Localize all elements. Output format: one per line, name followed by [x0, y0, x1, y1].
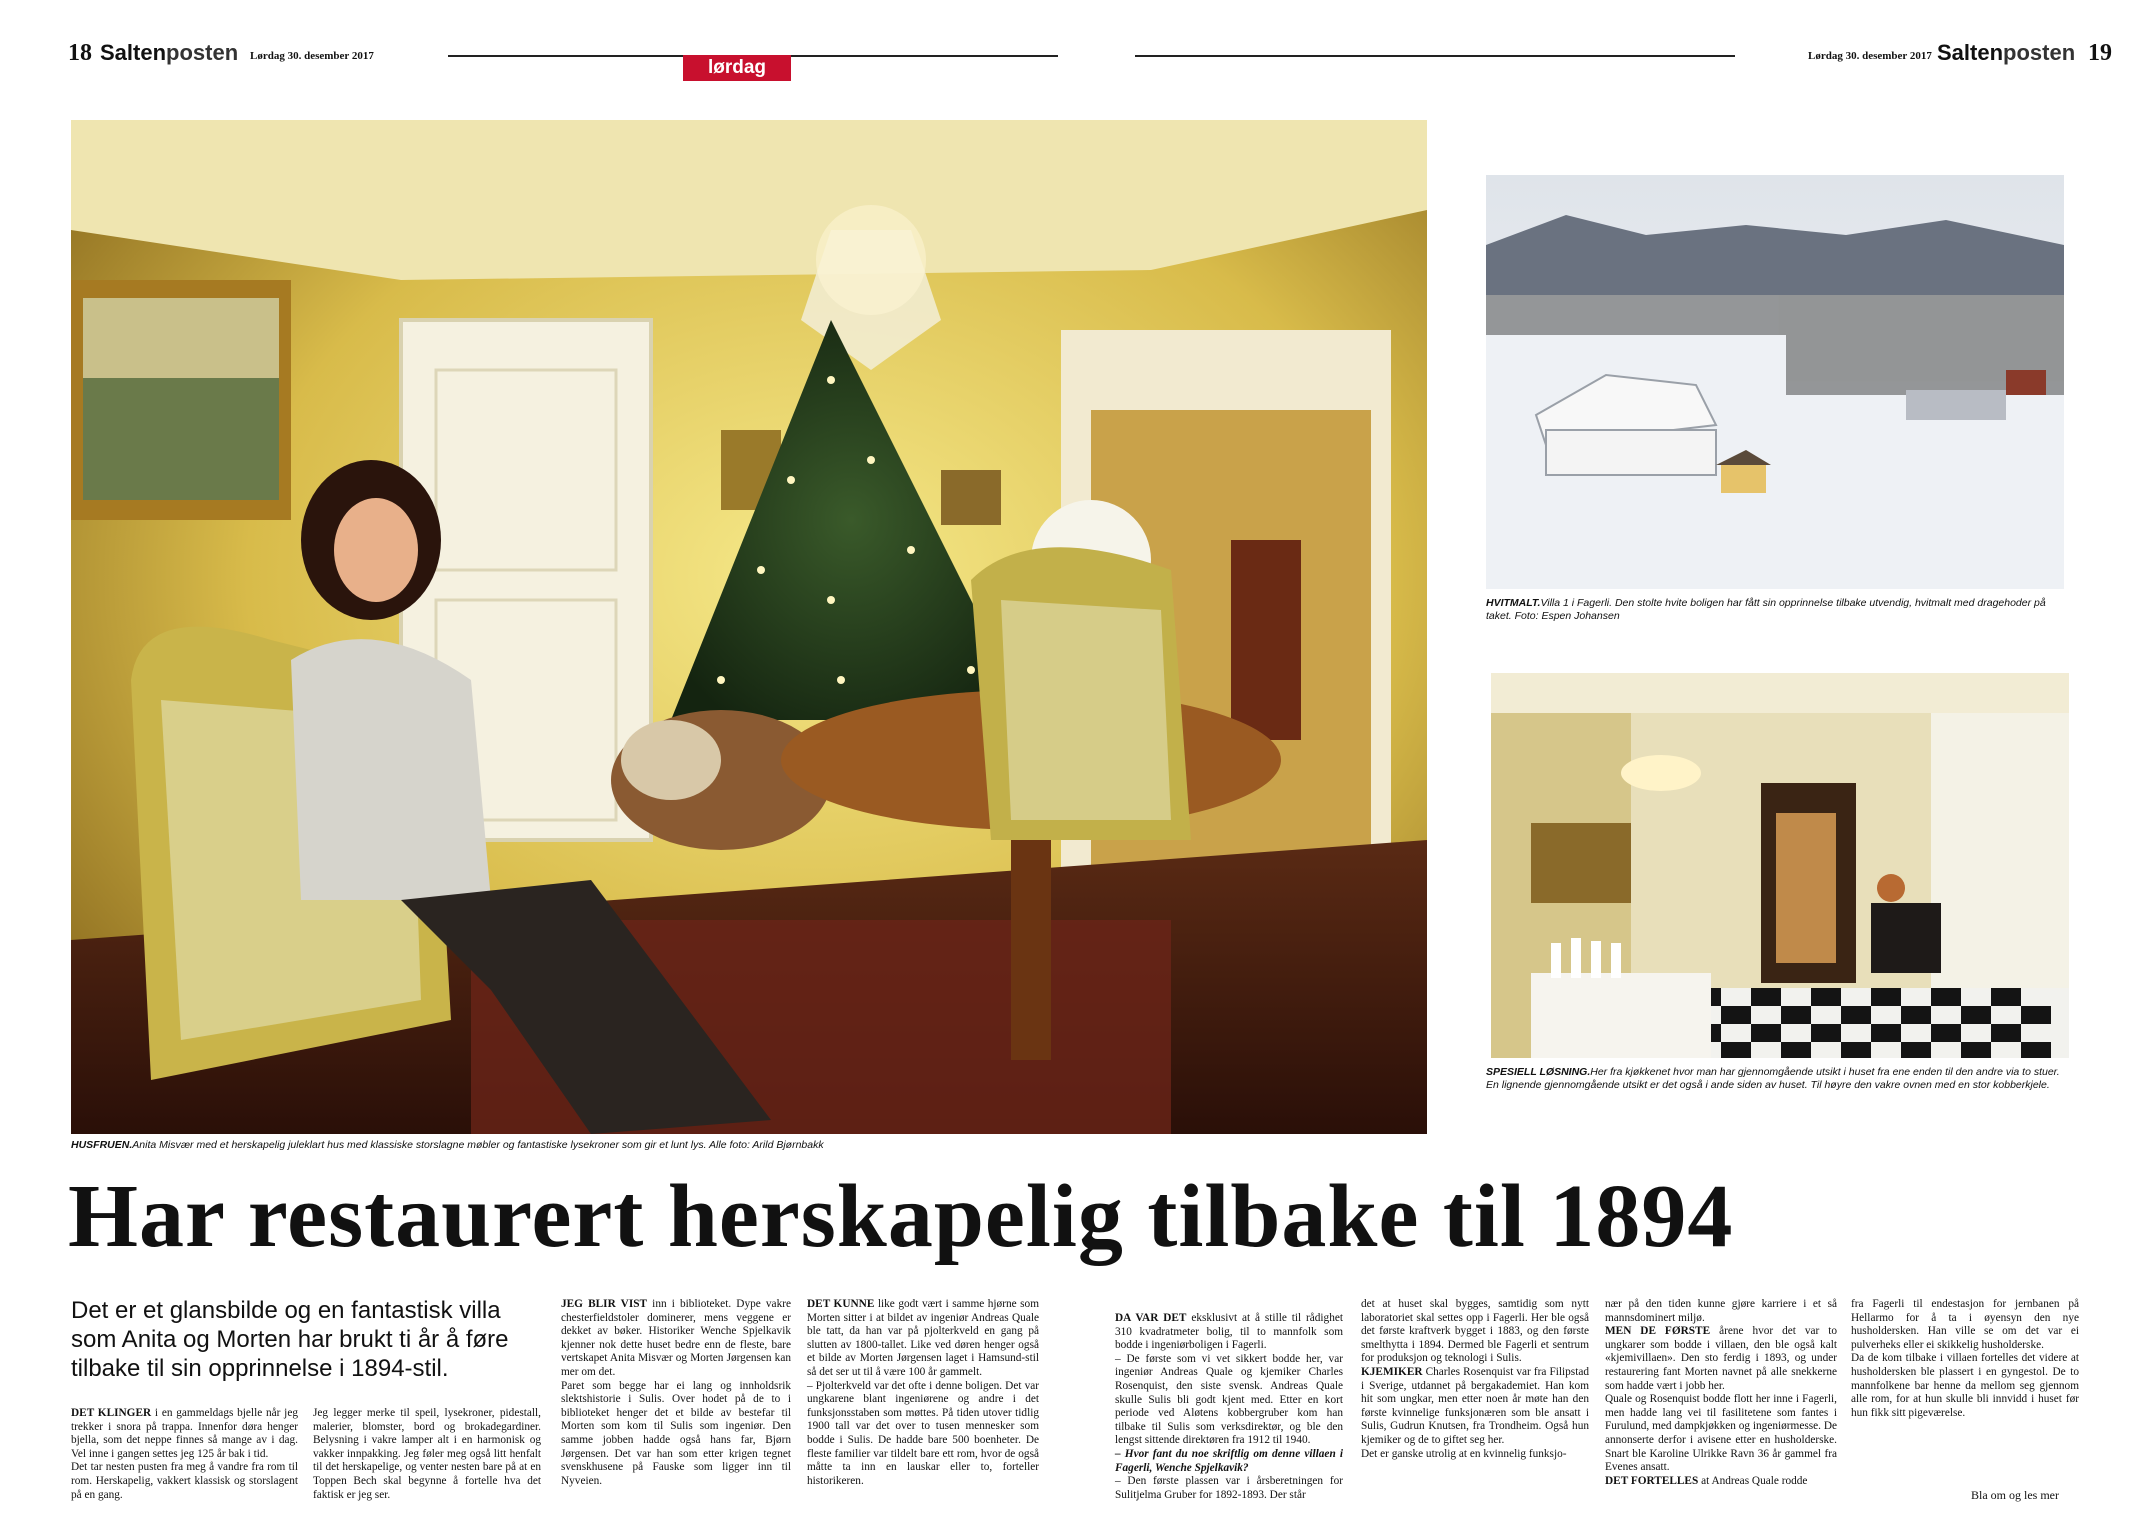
paragraph: DET KLINGER i en gammeldags bjelle når jeg trekker i snora på trappa. Innenfor døra henger bjella, som det neppe finnes så mange av i dag. Vel inne i gangen settes jeg 125 år bak i tid. — [71, 1407, 298, 1460]
caption-lead: SPESIELL LØSNING. — [1486, 1066, 1591, 1078]
exterior-photo-caption — [1486, 597, 2066, 623]
paragraph: nær på den tiden kunne gjøre karriere i et så mannsdominert miljø. — [1605, 1298, 1837, 1324]
right-page-number: 19 — [2088, 40, 2112, 66]
body-column-8 — [1851, 1298, 2079, 1420]
brand-part2: posten — [166, 40, 239, 65]
brand-part1: Salten — [1937, 40, 2004, 65]
paragraph: Da de kom tilbake i villaen fortelles det videre at husholdersken ble plassert i en gyngestol. De to mannfolkene bar henne da mellom seg gjennom alle rom, for at hun skulle bli innvidd i huset før hun fikk sitt pigeværelse. — [1851, 1352, 2079, 1419]
brand-part1: Salten — [100, 40, 167, 65]
caption-text: Villa 1 i Fagerli. Den stolte hvite boligen har fått sin opprinnelse tilbake utvendig, hvitmalt med dragehoder på taket. Foto: Espen Johansen — [1486, 597, 2046, 622]
caption-text: Her fra kjøkkenet hvor man har gjennomgående utsikt i huset fra ene enden til den andre via to stuer. En lignende gjennomgående utsikt er det også i ande siden av huset. Til høyre den vakre ovnen med en stor kobberkjele. — [1486, 1066, 2060, 1091]
caption-text: Anita Misvær med et herskapelig juleklart hus med klassiske storslagne møbler og fantastiske lysekroner som gir et lunt lys. Alle foto: Arild Bjørnbakk — [132, 1139, 824, 1151]
caption-lead: HUSFRUEN. — [71, 1139, 133, 1151]
paragraph: fra Fagerli til endestasjon for jernbanen på Hellarmo for å ta i øyensyn den nye husholdersken. Han ville se om det var ei pulverheks eller ei skikkelig husholderske. — [1851, 1298, 2079, 1351]
body-column-7 — [1605, 1298, 1837, 1488]
paragraph: KJEMIKER Charles Rosenquist var fra Filipstad i Sverige, utdannet på bergakademiet. Han kom hit som ungkar, men etter noen år møte han den første kvinnelige funksjonæren som ble ansatt i Sulis, Gudrun Knutsen, fra Trondheim. Også hun kjemiker og de to giftet seg her. — [1361, 1365, 1589, 1446]
body-column-2 — [313, 1407, 541, 1502]
brand-part2: posten — [2003, 40, 2076, 65]
paragraph: MEN DE FØRSTE årene hvor det var to ungkarer som bodde i villaen, den ble også kalt «kjemivillaen». Den sto ferdig i 1893, og under restaurering fant Morten navnet på alle snekkerne som hadde vært i jobb her. — [1605, 1325, 1837, 1392]
exterior-photo-villa — [1486, 175, 2064, 589]
ingress: Det er et glansbilde og en fantastisk villa som Anita og Morten har brukt ti år å føre tilbake til sin opprinnelse i 1894-stil. — [71, 1297, 509, 1382]
left-date: Lørdag 30. desember 2017 — [250, 50, 374, 62]
paragraph: Det er ganske utrolig at en kvinnelig funksjo- — [1361, 1447, 1567, 1460]
paragraph: Quale og Rosenquist bodde flott her inne i Fagerli, men hadde lang vei til fasilitetene som fantes i Furulund, med dampkjøkken og ingeniørmesse. De annonserte derfor i avisene etter en husholderske. Snart ble Karoline Ulrikke Ravn 36 år gammel fra Evenes ansatt. — [1605, 1393, 1837, 1474]
caption-lead: HVITMALT. — [1486, 597, 1541, 609]
continue-note: Bla om og les mer — [1971, 1488, 2059, 1502]
paragraph: Det tar nesten pusten fra meg å vandre fra rom til rom. Herskapelig, vakkert klassisk og storslagent på en gang. — [71, 1461, 298, 1501]
main-photo-caption — [71, 1139, 1431, 1152]
paragraph: Jeg legger merke til speil, lysekroner, pidestall, malerier, blomster, bord og brokadegardiner. Belysning i vakre lamper alt i en harmonisk og vakker innpakking. Jeg føler meg også litt henfalt til det herskapelige, og venter nesten bare på at en Toppen Bech skal begynne å fortelle hva det faktisk er jeg ser. — [313, 1407, 541, 1501]
body-column-6 — [1361, 1298, 1589, 1461]
section-tag: lørdag — [683, 55, 791, 81]
left-masthead — [100, 40, 238, 66]
interview-question: – Hvor fant du noe skriftlig om denne villaen i Fagerli, Wenche Spjelkavik? — [1115, 1447, 1343, 1474]
left-page-number: 18 — [68, 40, 92, 66]
paragraph: Paret som begge har ei lang og innholdsrik slektshistorie i Sulis. Over hodet på de to i biblioteket henger det et bilde av bestefar til Morten som kom til Sulis som ingeniør. Den samme jobben hadde også hans far, Bjørn Jørgensen. Det var han som etter krigen tegnet svenskhusene på Fauske som ligger inn til Nyveien. — [561, 1379, 791, 1487]
right-date: Lørdag 30. desember 2017 — [1808, 50, 1932, 62]
paragraph: det at huset skal bygges, samtidig som nytt laboratoriet skal settes opp i Fagerli. Her ble også det første kraftverk bygget i 1883, og den første smelthytta i 1894. Dermed ble Fagerli et sentrum for produksjon og teknologi i Sulis. — [1361, 1298, 1589, 1365]
paragraph: DA VAR DET eksklusivt at å stille til rådighet 310 kvadratmeter bolig, til to mannfolk som bodde i ingeniørboligen i Fagerli. — [1115, 1312, 1344, 1352]
body-column-3 — [561, 1298, 791, 1488]
right-header-rule — [1135, 55, 1735, 57]
right-masthead — [1937, 40, 2075, 66]
body-column-1 — [71, 1407, 298, 1502]
paragraph: DET KUNNE like godt vært i samme hjørne som Morten sitter i at bildet av ingeniør Andreas Quale ble tatt, da han var på pjolterkveld en gang på slutten av 1800-tallet. Like ved døren henger også et bilde av Morten Jørgensen laget i Hamsund-stil så det ser ut til å være 100 år gammelt. — [807, 1298, 1039, 1378]
paragraph: DET FORTELLES at Andreas Quale rodde — [1605, 1474, 1808, 1487]
paragraph: JEG BLIR VIST inn i biblioteket. Dype vakre chesterfieldstoler dominerer, mens veggene er dekket av bøker. Historiker Wenche Spjelkavik kjenner nok dette huset bedre enn de fleste, bare vertskapet Anita Misvær og Morten Jørgensen kan mer om det. — [561, 1298, 791, 1378]
body-column-5 — [1115, 1312, 1343, 1502]
main-photo-living-room — [71, 120, 1427, 1134]
paragraph: – Pjolterkveld var det ofte i denne boligen. Det var ungkarene blant ingeniørene og andre i det funksjonsstaben som møttes. På tiden utover tidlig 1900 tall var det over to tusen mennesker som bodde i Sulis. De hadde bare 500 boenheter. De fleste familier var tildelt bare ett rom, hvor de også måtte ta inn en lauskar eller to, forteller historikeren. — [807, 1379, 1039, 1487]
paragraph: – Den første plassen var i årsberetningen for Sulitjelma Gruber for 1892-1893. Der står — [1115, 1475, 1343, 1501]
headline: Har restaurert herskapelig tilbake til 1894 — [68, 1167, 1734, 1266]
body-column-4 — [807, 1298, 1039, 1488]
paragraph: – De første som vi vet sikkert bodde her, var ingeniør Andreas Quale og kjemiker Charles Rosenquist, den siste svensk. Andreas Quale skulle Sulis bli godt kjent med. Etter en kort periode ved Aløtens kobbergruber kom han tilbake til Sulis som verksdirektør, og ble den lengst sittende direktøren fra 1912 til 1940. — [1115, 1352, 1343, 1447]
kitchen-photo — [1491, 673, 2069, 1058]
kitchen-photo-caption — [1486, 1066, 2066, 1092]
